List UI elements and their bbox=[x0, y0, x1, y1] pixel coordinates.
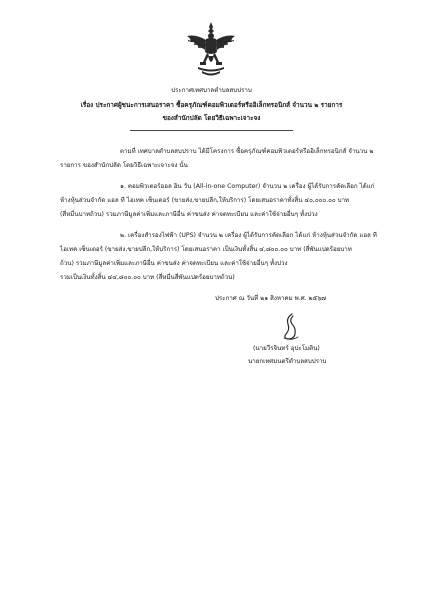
item-1-line-2: ห้างหุ้นส่วนจำกัด แอล ที ไฮเทค เซ็นเตอร์ (ขายส่ง,ขายปลีก,ให้บริการ) โดยเสนอราคาทั้งสิ้น ๔๐,๐๐๐.๐๐ บาท bbox=[60, 197, 350, 204]
org-title: ประกาศเทศบาลตำบลสบปราบ bbox=[171, 87, 252, 94]
total-line: รวมเป็นเงินทั้งสิ้น ๔๔,๘๐๐.๐๐ บาท (สี่หมื่นสี่พันแปดร้อยบาทถ้วน) bbox=[60, 274, 235, 281]
announce-date: ประกาศ ณ วันที่ ๒๑ สิงหาคม พ.ศ. ๒๕๖๗ bbox=[215, 295, 326, 302]
header-divider bbox=[130, 130, 293, 131]
item-2-line-2: ไฮเทค เซ็นเตอร์ (ขายส่ง,ขายปลีก,ให้บริการ) โดยเสนอราคา เป็นเงินทั้งสิ้น ๔,๘๐๐.๐๐ บาท (สี่พันแปดร้อยบาท bbox=[60, 246, 352, 253]
item-1-line-1: ๑. คอมพิวเตอร์ออล อิน วัน (All-in-one Computer) จำนวน ๒ เครื่อง ผู้ได้รับการคัดเลือก ได้แก่ bbox=[120, 183, 375, 190]
subject-line-2: ของสำนักปลัด โดยวิธีเฉพาะเจาะจง bbox=[162, 114, 261, 122]
intro-line-1: ตามที่ เทศบาลตำบลสบปราบ ได้มีโครงการ ซื้อครุภัณฑ์คอมพิวเตอร์หรืออิเล็กทรอนิกส์ จำนวน ๒ bbox=[120, 148, 374, 155]
handwritten-signature bbox=[278, 312, 304, 342]
intro-line-2: รายการ ของสำนักปลัด โดยวิธีเฉพาะเจาะจง นั้น bbox=[60, 162, 188, 169]
signer-name: (นายวีรจินทร์ อุปะโมติน) bbox=[253, 345, 320, 352]
item-2-line-3: ถ้วน) รวมภาษีมูลค่าเพิ่มและภาษีอื่น ค่าขนส่ง ค่าจดทะเบียน และค่าใช้จ่ายอื่นๆ ทั้งปวง bbox=[60, 260, 288, 267]
signer-title: นายกเทศมนตรีตำบลสบปราบ bbox=[248, 358, 327, 365]
item-1-line-3: (สี่หมื่นบาทถ้วน) รวมภาษีมูลค่าเพิ่มและภาษีอื่น ค่าขนส่ง ค่าจดทะเบียน และค่าใช้จ่ายอื่นๆ ทั้งปวง bbox=[60, 211, 318, 218]
garuda-emblem-icon bbox=[184, 20, 238, 80]
subject-line-1: เรื่อง ประกาศผู้ชนะการเสนอราคา ซื้อครุภัณฑ์คอมพิวเตอร์หรืออิเล็กทรอนิกส์ จำนวน ๒ รายการ bbox=[80, 101, 343, 109]
item-2-line-1: ๒. เครื่องสำรองไฟฟ้า (UPS) จำนวน ๒ เครื่อง ผู้ได้รับการคัดเลือก ได้แก่ ห้างหุ้นส่วนจำกัด แอล ที bbox=[120, 232, 377, 239]
